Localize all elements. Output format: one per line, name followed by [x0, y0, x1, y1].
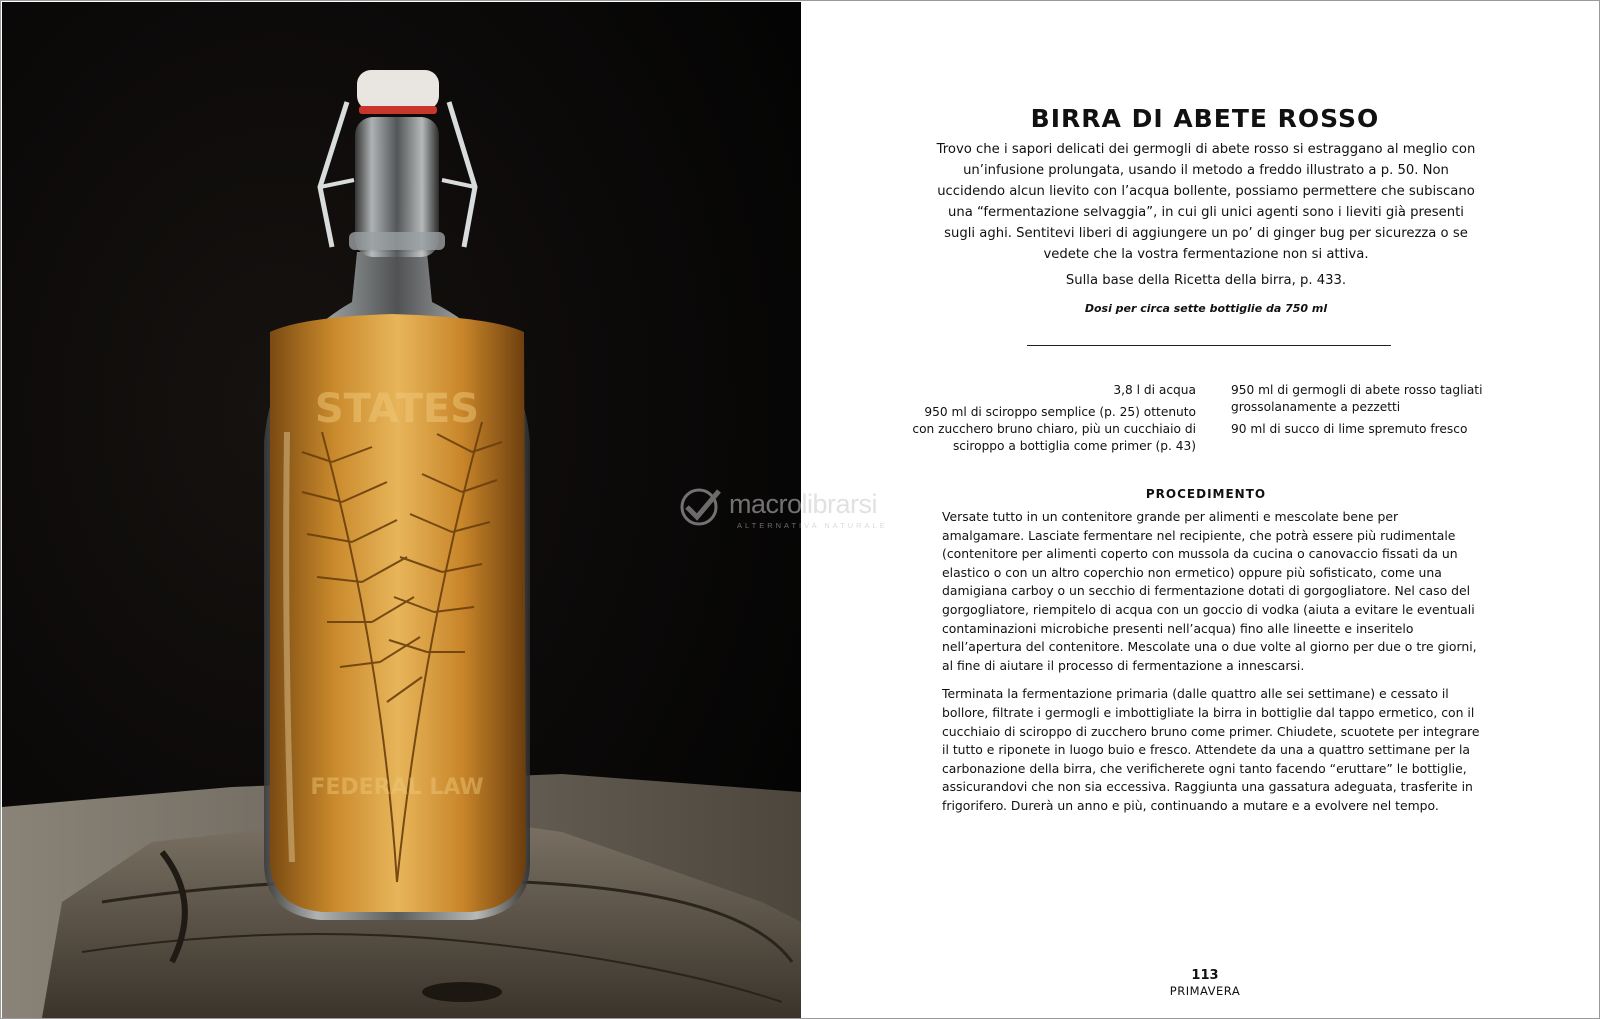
recipe-title: BIRRA DI ABETE ROSSO: [1030, 104, 1380, 133]
page-number: 113: [1191, 968, 1219, 983]
ingredient-item: 3,8 l di acqua: [1113, 383, 1196, 397]
ingredient-item: 90 ml di succo di lime spremuto fresco: [1231, 422, 1468, 436]
divider: [1027, 345, 1391, 346]
bottle-embossing-bottom: FEDERAL LAW: [310, 775, 484, 800]
recipe-source: Sulla base della Ricetta della birra, p. 433.: [1065, 273, 1347, 288]
recipe-yield: Dosi per circa sette bottiglie da 750 ml: [1084, 302, 1328, 315]
watermark-name: macrolibrarsi: [729, 489, 878, 519]
watermark: [679, 485, 929, 535]
ingredients-right: [1231, 382, 1501, 443]
recipe-intro: Trovo che i sapori delicati dei germogli di abete rosso si estraggano al meglio con un’infusione prolungata, usando il metodo a freddo illustrato a p. 50. Non uccidendo alcun lievito con l’acqua bollente, possiamo permettere che subiscano una “fermentazione selvaggia”, in cui gli unici agenti sono i lieviti già presenti sugli aghi. Sentitevi liberi di aggiungere un po’ di ginger bug per sicurezza o se vedete che la vostra fermentazione non si attiva.: [936, 142, 1476, 262]
section-name: PRIMAVERA: [1169, 984, 1241, 998]
procedure-heading: PROCEDIMENTO: [1145, 487, 1267, 501]
ingredient-item: 950 ml di germogli di abete rosso tagliati grossolanamente a pezzetti: [1231, 383, 1483, 414]
ingredient-item: 950 ml di sciroppo semplice (p. 25) ottenuto con zucchero bruno chiaro, più un cucchiaio di sciroppo a bottiglia come primer (p. 43): [912, 405, 1196, 453]
watermark-tagline: ALTERNATIVA NATURALE: [737, 521, 888, 530]
checkmark-logo-icon: [679, 487, 723, 527]
bottle-embossing-top: STATES: [314, 386, 480, 432]
procedure-text: [942, 508, 1482, 826]
procedure-paragraph: Versate tutto in un contenitore grande per alimenti e mescolate bene per amalgamare. Lasciate fermentare nel recipiente, che potrà essere più rudimentale (contenitore per alimenti coperto con mussola da cucina o canovaccio fissati da un elastico o con un altro coperchio non ermetico) oppure più sofisticato, come una damigiana carboy o un secchio di fermentazione dotati di gorgogliatore. Nel caso del gorgogliatore, riempitelo di acqua con un goccio di vodka (aiuta a evitare le eventuali contaminazioni microbiche presenti nell’acqua) fino alle lineette e inseritelo nell’apertura del contenitore. Mescolate una o due volte al giorno per due o tre giorni, al fine di aiutare il processo di fermentazione a innescarsi.: [942, 509, 1477, 673]
ingredients-left: [901, 382, 1196, 460]
procedure-paragraph: Terminata la fermentazione primaria (dalle quattro alle sei settimane) e cessato il bollore, filtrate i germogli e imbottigliate la birra in bottiglie dal tappo ermetico, con il cucchiaio di sciroppo di zucchero bruno come primer. Chiudete, scuotete per integrare il tutto e riponete in luogo buio e fresco. Attendete da una a quattro settimane per la carbonazione della birra, che verificherete ogni tanto facendo “eruttare” le bottiglie, assicurandovi che non sia eccessiva. Raggiunta una gassatura adeguata, trasferite in frigorifero. Durerà un anno e più, continuando a mutare e a evolvere nel tempo.: [942, 686, 1480, 813]
